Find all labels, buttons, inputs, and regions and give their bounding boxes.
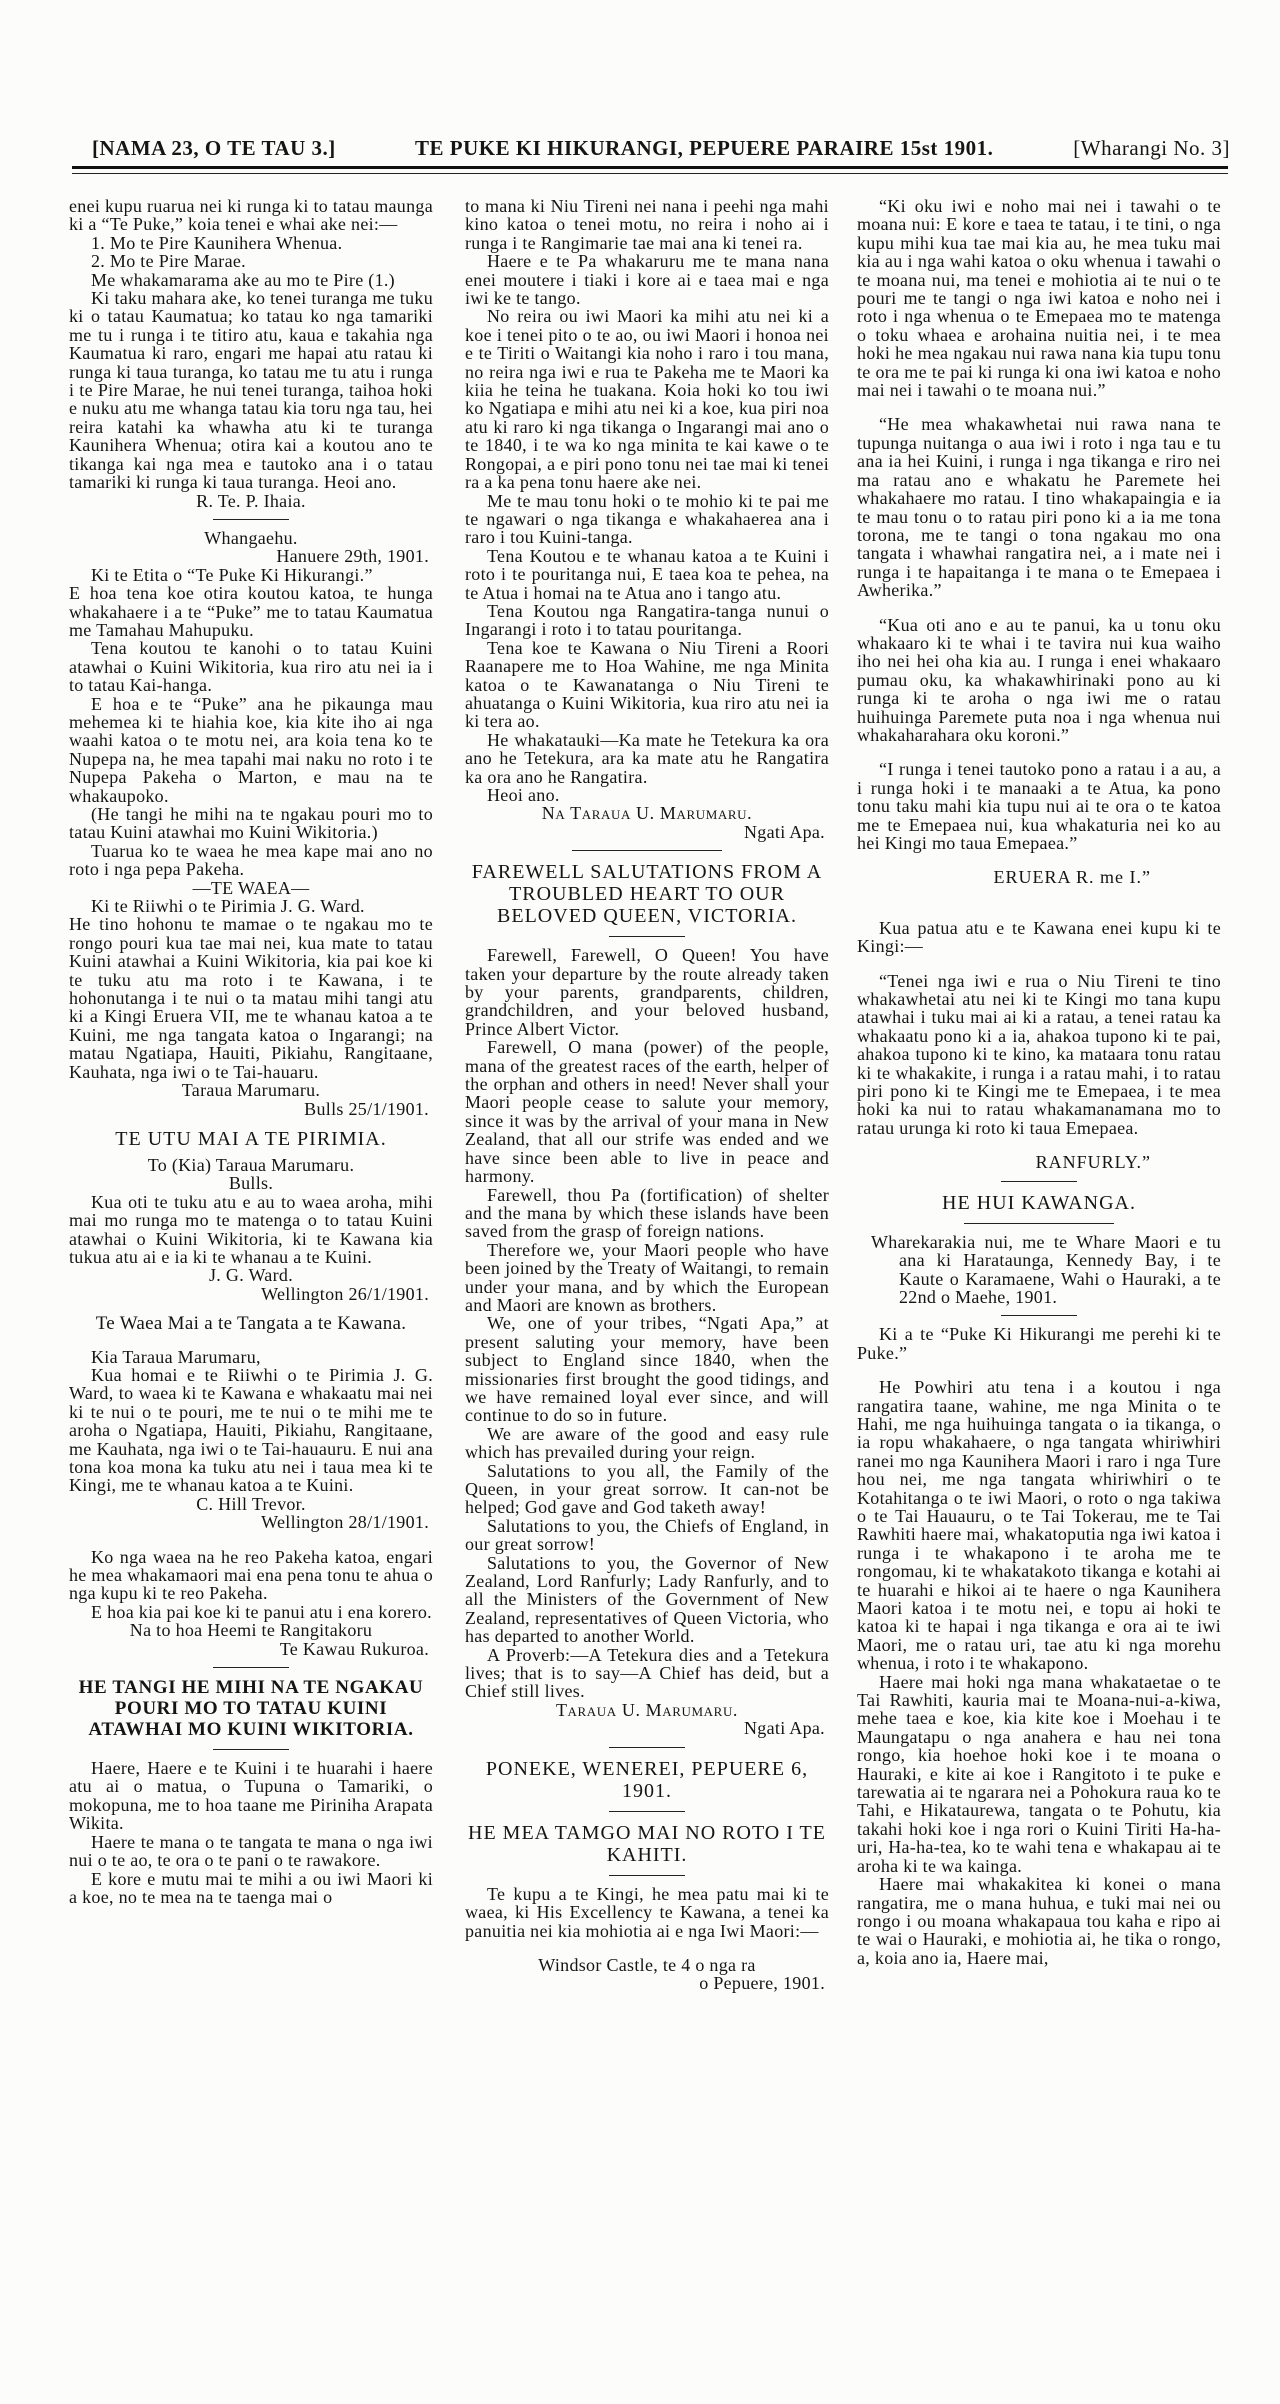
list-item: 1. Mo te Pire Kaunihera Whenua. [91, 232, 343, 253]
divider [572, 850, 722, 851]
paragraph: E hoa e te “Puke” ana he pikaunga mau mehemea ki te hiahia koe, kia kite iho ai nga waahi katoa o te motu nei, ara koia tena ko te Nupepa na, he mea tapahi mai naku no roto i te Nupepa Pakeha o Marton, e mau na te whakaupoko. [69, 693, 433, 806]
article-heading: HE TANGI HE MIHI NA TE NGAKAU POURI MO TO TATAU KUINI ATAWHAI MO KUINI WIKITORIA. [78, 1677, 424, 1741]
divider [213, 1749, 289, 1750]
paragraph: Ki te Riiwhi o te Pirimia J. G. Ward. [91, 896, 365, 917]
dateline: o Pepuere, 1901. [699, 1973, 825, 1994]
dateline: Wellington 28/1/1901. [261, 1512, 429, 1533]
divider [213, 1667, 289, 1668]
paragraph: “He mea whakawhetai nui rawa nana te tupunga nuitanga o aua iwi i roto i nga tau e tu ana ia hei Kuini, i runga i nga tikanga e riro nei ma ratau ano e whakatu he Paremete hei whakahaere mo ratau. I tino whakapaingia e ia te mau tonu o to ratau piri pono ki a ia me tona torona, me te tangi o tona ngakau mo ona tangata i whawhai rangatira nei, a i mate nei i runga i te hapaitanga i te mana o te Emepaea i Awherika.” [857, 414, 1221, 601]
list-item: 2. Mo te Pire Marae. [91, 251, 246, 272]
paragraph: We are aware of the good and easy rule which has prevailed during your reign. [465, 1423, 829, 1463]
centered-line: To (Kia) Taraua Marumaru. [147, 1154, 355, 1175]
paragraph: Haere mai whakakitea ki konei o mana rangatira, me o mana huhua, e tuki mai nei ou rongo i ou moana whakapaua tou kaha e ripo ai te wai o Hauraki, e mohiotia ai, he tika o rongo, a, koia ano ia, Haere mai, [857, 1874, 1221, 1968]
spacer [857, 887, 1221, 903]
divider [609, 1875, 685, 1876]
paragraph: Farewell, thou Pa (fortification) of shelter and the mana by which these islands have been saved from the grasp of foreign nations. [465, 1184, 829, 1242]
paragraph: Ki te Etita o “Te Puke Ki Hikurangi.” [91, 564, 373, 585]
issue-number: [NAMA 23, O TE TAU 3.] [92, 136, 336, 160]
article-heading: HE MEA TAMGO MAI NO ROTO I TE KAHITI. [468, 1821, 826, 1866]
spacer [857, 1362, 1221, 1378]
paragraph: A Proverb:—A Tetekura dies and a Tetekura lives; that is to say—A Chief has deid, but a Chief still lives. [465, 1644, 829, 1702]
spacer [857, 744, 1221, 760]
paragraph: Kia Taraua Marumaru, [91, 1346, 261, 1367]
column-2 [465, 197, 829, 1993]
dateline: Ngati Apa. [744, 1718, 825, 1739]
masthead-rule-thick [72, 166, 1228, 169]
paragraph: Haere mai hoki nga mana whakataetae o te Tai Rawhiti, kauria mai te Moana-nui-a-kiwa, mehe taea e koe, kia kite koe i Moehau i te Maungatapu o nga anahera e hau nei tona rongo, kia hoehoe hoki koe i te moana o Hauraki, e kite ai koe i Rangitoto i te puke e tarewatia ai te ngarara nei a Pohokura raua ko te Tahi, e Hikataurewa, tangata o te Pohutu, kia takahi hoki koe i nga rori o Kuini Tiriti Ha-ha-uri, Ha-ha-tea, ko te wahi tena e whakapau ai te aroha ki te wa kainga. [857, 1671, 1221, 1876]
centered-line: Windsor Castle, te 4 o nga ra [538, 1954, 756, 1975]
divider [964, 1223, 1114, 1224]
dateline: Te Kawau Rukuroa. [279, 1638, 429, 1659]
paragraph: Salutations to you all, the Family of the Queen, in your great sorrow. It can-not be helped; God gave and God taketh away! [465, 1460, 829, 1518]
article-heading: PONEKE, WENEREI, PEPUERE 6, 1901. [485, 1757, 809, 1802]
paragraph: He tino hohonu te mamae o te ngakau mo te rongo pouri kua tae mai nei, kua mate to tatau Kuini atawhai a Kuini Wikitoria, kia pai koe ki te tuku atu ma roto i te Kawana, i te hohonutanga i te nui o ta matau mihi tangi atu ki a Kingi Eruera VII, me te whanau katoa a te Kuini, me nga tangata katoa o Ingarangi; na matau Ngatiapa, Hauiti, Pikiahu, Rangitaane, Kauhata, nga iwi o te Tai-hauaru. [69, 914, 433, 1082]
paragraph: Heoi ano. [487, 785, 560, 805]
paragraph: Farewell, Farewell, O Queen! You have taken your departure by the route already taken by your parents, grandparents, children, grandchildren, and your beloved husband, Prince Albert Victor. [465, 945, 829, 1039]
column-3 [857, 197, 1221, 1967]
article-heading: FAREWELL SALUTATIONS FROM A TROUBLED HEART TO OUR BELOVED QUEEN, VICTORIA. [471, 861, 823, 928]
paragraph: Farewell, O mana (power) of the people, mana of the greatest races of the earth, helper of the orphan and others in need! Never shall your Maori people cease to salute your memory, since it was by the arrival of your mana in New Zealand, that all our strife was ended and we have since been able to live in peace and harmony. [465, 1037, 829, 1187]
paragraph: Ki taku mahara ake, ko tenei turanga me tuku ki o tatau Kaumatua; ko tatau ko nga tamariki me tu i runga i te titiro atu, kaua e takahia nga Kaumatua ki raro, engari me hapai atu ratau ki runga ki taua turanga, ko tatau me tu atu i runga i te Pire Marae, he nui tenei turanga, taihoa hoki e nuku atu me whanga tatau kia toru nga tau, hei reira katahi ka whawha atu ki te turanga Kaunihera Whenua; otira kai a koutou ano te tikanga kai nga mea e tautoko ana i o tatau tamariki ki runga ki taua turanga. Heoi ano. [69, 288, 433, 493]
centered-line: —TE WAEA— [192, 877, 310, 898]
divider [1001, 1315, 1077, 1316]
paragraph: Me te mau tonu hoki o te mohio ki te pai me te ngawari o nga tikanga e whakahaerea ana i raro i tou Kuini-tanga. [465, 490, 829, 548]
divider [1001, 1181, 1077, 1182]
paragraph: He Powhiri atu tena i a koutou i nga rangatira taane, wahine, me nga Minita o te Hahi, me nga huihuinga tangata o ia tikanga, o ia ropu whakahaere, o nga tangata whiriwhiri ranei mo nga Kaunihera Maori i raro i nga Ture hou nei, me nga tangata whiriwhiri o te Kotahitanga o te iwi Maori, o roto o nga takiwa o te Tai Hauauru, o te Tai Tokerau, me te Tai Rawhiti haere mai, whakatoputia nga iwi katoa i runga i te whakapono i te aroha me te rongomau, ki te whakatakoto tikanga e kotahi ai te huarahi e hikoi ai te haere o nga Kaunihera Maori katoa i te motu nei, e topu ai hoki te katoa ki te hapai i nga tikanga e ora ai te iwi Maori, me o ratau uri, tae atu ki nga morehu whenua, i roto i te whakapono. [857, 1377, 1221, 1674]
paragraph: Tuarua ko te waea he mea kape mai ano no roto i nga pepa Pakeha. [69, 840, 433, 880]
dateline: Wellington 26/1/1901. [261, 1283, 429, 1304]
paragraph: Tena Koutou nga Rangatira-tanga nunui o Ingarangi i roto i to tatau pouritanga. [465, 600, 829, 640]
signature: Na Taraua U. Marumaru. [541, 803, 753, 824]
paragraph: Tena koe te Kawana o Niu Tireni a Roori Raanapere me to Hoa Wahine, me nga Minita katoa o te Kawanatanga o Niu Tireni te ahuatanga o Kuini Wikitoria, kua riro atu nei ia ki tera ao. [465, 637, 829, 732]
newspaper-title-date: TE PUKE KI HIKURANGI, PEPUERE PARAIRE 15st 1901. [415, 136, 994, 160]
masthead-rule-thin [72, 173, 1228, 174]
paragraph: Ki a te “Puke Ki Hikurangi me perehi ki te Puke.” [857, 1324, 1221, 1363]
subheading: Te Waea Mai a te Tangata a te Kawana. [95, 1313, 407, 1335]
paragraph: E kore e mutu mai te mihi a ou iwi Maori ki a koe, no te mea na te taenga mai o [69, 1868, 433, 1907]
notice-paragraph: Wharekarakia nui, me te Whare Maori e tu ana ki Harataunga, Kennedy Bay, i te Kaute o Karamaene, Wahi o Hauraki, a te 22nd o Maehe, 1901. [871, 1231, 1221, 1307]
article-heading: HE HUI KAWANGA. [942, 1191, 1136, 1214]
divider [609, 1811, 685, 1812]
signature: RANFURLY.” [1035, 1152, 1151, 1173]
dateline: Ngati Apa. [744, 821, 825, 842]
paragraph: Kua patua atu e te Kawana enei kupu ki te Kingi:— [857, 917, 1221, 957]
spacer [857, 399, 1221, 415]
spacer [857, 852, 1221, 868]
paragraph: “Ki oku iwi e noho mai nei i tawahi o te moana nui: E kore e taea te tatau, i te tini, o nga kupu mihi kua tae mai kia au, he mea tuku mai kia au i nga wahi katoa o oku whenua i tawahi o te moana nui, ma tenei e mohiotia ai te nui o te pouri me te tangi o nga iwi katoa e noho nei i roto i nga whenua o te Emepaea mo te matenga o toku whaea e arohaina nuitia nei, i te mea hoki he mea ngakau nui rawa nana kia tupu tonu te ora me te pai ki runga ki ona iwi katoa e noho mai nei i tawahi o te moana nui.” [857, 196, 1221, 401]
dateline: Hanuere 29th, 1901. [276, 546, 429, 567]
paragraph: “I runga i tenei tautoko pono a ratau i a au, a i runga hoki i te manaaki a te Atua, ka pono tonu taku mahi kia tupu nui ai te ora o te katoa me te Emepaea nui, kua whakaturia nei ko au hei Kingi mo taua Emepaea.” [857, 759, 1221, 853]
paragraph: Salutations to you, the Chiefs of England, in our great sorrow! [465, 1515, 829, 1555]
centered-line: J. G. Ward. [208, 1265, 293, 1286]
masthead [70, 136, 1230, 162]
divider [609, 1747, 685, 1748]
paragraph: Tena koutou te kanohi o to tatau Kuini atawhai o Kuini Wikitoria, kua riro atu nei ia i to tatau Kai-hanga. [69, 638, 433, 696]
paragraph: Salutations to you, the Governor of New Zealand, Lord Ranfurly; Lady Ranfurly, and to all the Ministers of the Government of New Zealand, representatives of Queen Victoria, who has departed to another World. [465, 1552, 829, 1647]
paragraph: He whakatauki—Ka mate he Tetekura ka ora ano he Tetekura, ara ka mate atu he Rangatira ka ora ano he Rangatira. [465, 729, 829, 787]
paragraph: We, one of your tribes, “Ngati Apa,” at present saluting your memory, have been subject to England since 1840, when the missionaries first brought the good tidings, and we have remained loyal ever since, and will continue to do so in future. [465, 1313, 829, 1426]
centered-line: Taraua Marumaru. [181, 1080, 321, 1101]
spacer [857, 956, 1221, 972]
spacer [857, 903, 1221, 919]
paragraph: Ko nga waea na he reo Pakeha katoa, engari he mea whakamaori mai ena pena tonu te ahua o nga kupu ki te reo Pakeha. [69, 1546, 433, 1604]
centered-line: Whangaehu. [204, 527, 298, 548]
paragraph: Te kupu a te Kingi, he mea patu mai ki te waea, ki His Excellency te Kawana, a tenei ka panuitia nei kia mohiotia ai e nga Iwi Maori:— [465, 1883, 829, 1941]
article-heading: TE UTU MAI A TE PIRIMIA. [115, 1127, 387, 1150]
paragraph: Haere e te Pa whakaruru me te mana nana enei moutere i tiaki i kore ai e taea mai e nga iwi ke te tango. [465, 251, 829, 309]
spacer [857, 600, 1221, 616]
paragraph: Haere te mana o te tangata te mana o nga iwi nui o te ao, te ora o te pani o te rawakore. [69, 1831, 433, 1871]
spacer [69, 1532, 433, 1548]
centered-line: R. Te. P. Ihaia. [196, 490, 306, 511]
paragraph: to mana ki Niu Tireni nei nana i peehi nga mahi kino katoa o tenei motu, no reira i noho ai i runga i te Rangimarie tae mai ana ki tenei ra. [465, 196, 829, 253]
centered-line: Na to hoa Heemi te Rangitakoru [129, 1620, 373, 1641]
paragraph: E hoa kia pai koe ki te panui atu i ena korero. [91, 1601, 432, 1622]
page-number: [Wharangi No. 3] [1073, 136, 1230, 160]
paragraph: E hoa tena koe otira koutou katoa, te hunga whakahaere i a te “Puke” me to tatau Kaumatua me Tamahau Mahupuku. [69, 583, 433, 640]
column-1 [69, 197, 433, 1906]
paragraph: “Tenei nga iwi e rua o Niu Tireni te tino whakawhetai atu nei ki te Kingi mo tana kupu atawhai i tuku mai ai ki a ratau, a tenei ratau ka whakaatu pono ki a ia, ahakoa tupono ki te pai, ahakoa tupono ki te kino, ka mataara tonu ratau ki te whakakite, i runga i a ratau mahi, i to ratau piri pono ki te Kingi me te Emepaea, i te mea hoki ka nui to ratau whakamanamana mo to ratau urunga ki roto ki taua Emepaea. [857, 970, 1221, 1138]
signature: Taraua U. Marumaru. [555, 1699, 739, 1720]
centered-line: Bulls. [228, 1173, 274, 1194]
signature: ERUERA R. me I.” [993, 867, 1151, 888]
spacer [465, 1940, 829, 1956]
paragraph: enei kupu ruarua nei ki runga ki to tatau maunga ki a “Te Puke,” koia tenei e whai ake nei:— [69, 196, 433, 235]
paragraph: No reira ou iwi Maori ka mihi atu nei ki a koe i tenei pito o te ao, ou iwi Maori i honoa nei e te Tiriti o Waitangi kia noho i raro i tou mana, no reira nga iwi e rua te Pakeha me te Maori ka kiia he teina he tuakana. Koia hoki ko tou iwi ko Ngatiapa e mihi atu nei ki a koe, kua piri noa atu ki raro ki nga tikanga o Ingarangi mai ano o te 1840, i te wa ko nga minita te kai kawe o te Rongopai, a e piri pono tonu nei tae mai ki tenei ra a ka pena tonu haere ake nei. [465, 306, 829, 493]
paragraph: Haere, Haere e te Kuini i te huarahi i haere atu ai o matua, o Tupuna o Tamariki, o mokopuna, me to hoa taane me Piriniha Arapata Wikita. [69, 1758, 433, 1834]
paragraph: Kua oti te tuku atu e au to waea aroha, mihi mai mo runga mo te matenga o to tatau Kuini atawhai o Kuini Wikitoria, ki te Kawana kia tukua atu ai e ia ki te whanau a te Kuini. [69, 1191, 433, 1267]
divider [213, 519, 289, 520]
centered-line: C. Hill Trevor. [196, 1493, 306, 1514]
divider [609, 936, 685, 937]
paragraph: Therefore we, your Maori people who have been joined by the Treaty of Waitangi, to remain under your mana, and by which the European and Maori are known as brothers. [465, 1239, 829, 1315]
spacer [857, 1137, 1221, 1153]
paragraph: Kua homai e te Riiwhi o te Pirimia J. G. Ward, to waea ki te Kawana e whakaatu mai nei ki te nui o te pouri, me te nui o te mihi me te aroha o Ngatiapa, Hauiti, Pikiahu, Rangitaane, me Kauhata, nga iwi o te Tai-hauauru. E nui ana tona koa mona ka tuku atu nei i taua mea ki te Kingi, me te whanau katoa a te Kuini. [69, 1364, 433, 1496]
paragraph: Me whakamarama ake au mo te Pire (1.) [91, 269, 395, 290]
paragraph: Tena Koutou e te whanau katoa a te Kuini i roto i te pouritanga nui, E taea koa te pehea, na te Atua i homai na te Atua ano i tango atu. [465, 545, 829, 603]
dateline: Bulls 25/1/1901. [304, 1098, 429, 1119]
paragraph: “Kua oti ano e au te panui, ka u tonu oku whakaaro ki te whai i te tavira nui kua waiho iho nei hei oha kia au. I runga i enei whakaaro pumau oku, ka whakawhirinaki pono au ki runga ki te aroha o nga iwi me o ratau huihuinga Paremete puta noa i nga whenua nui whakaharahara oku koroni.” [857, 614, 1221, 745]
paragraph: (He tangi he mihi na te ngakau pouri mo to tatau Kuini atawhai mo Kuini Wikitoria.) [69, 804, 433, 843]
